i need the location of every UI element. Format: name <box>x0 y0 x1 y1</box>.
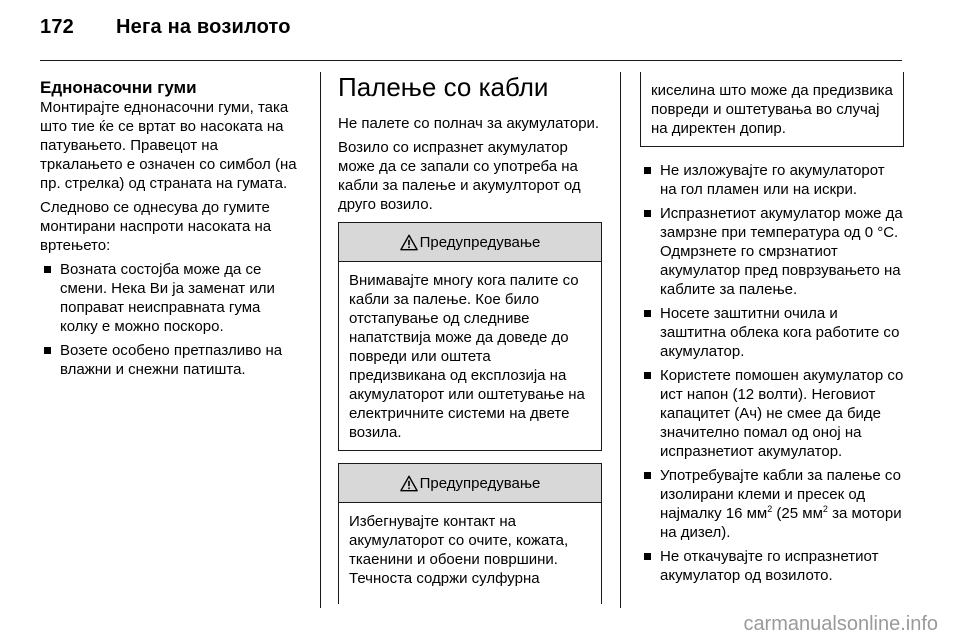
superscript: 2 <box>822 504 828 514</box>
bullet-list <box>40 260 302 379</box>
warning-box <box>338 463 602 604</box>
list-item-text: за мотори на дизел). <box>660 505 902 541</box>
list-item-text: Употребувајте кабли за палење со изолирани клеми и пресек од најмалку 16 мм <box>660 467 901 522</box>
watermark: carmanualsonline.info <box>743 613 938 635</box>
warning-label: Предупредување <box>419 474 541 492</box>
warning-header <box>339 223 601 262</box>
list-item: Испразнетиот акумулатор може да замрзне при температура од 0 °C. Одмрзнете го смрзнатиот акумулатор пред поврзувањето на каблите за палење. <box>640 204 904 299</box>
warning-triangle-icon <box>400 234 418 251</box>
page-header <box>40 16 291 39</box>
section-heading-directional-tyres: Еднонасочни гуми <box>40 78 197 97</box>
paragraph: Возило со испразнет акумулатор може да се запали со употреба на кабли за палење и акумулторот од друго возило. <box>338 139 581 213</box>
list-item-text: (25 мм <box>772 505 823 522</box>
column-jump-starting <box>338 72 602 616</box>
paragraph: Монтирајте еднонасочни гуми, така што тие ќе се вртат во насоката на патувањето. Правецот на тркалањето е означен со симбол (на пр. стрелка) од страната на гумата. <box>40 99 297 192</box>
warning-box <box>338 222 602 451</box>
page-number: 172 <box>40 16 74 38</box>
list-item: Користете помошен акумулатор со ист напон (12 волти). Неговиот капацитет (Ач) не смее да биде значително помал од оној на испразнетиот акумулатор. <box>640 366 904 461</box>
warning-box-continued <box>640 72 904 147</box>
warning-text: киселина што може да предизвика повреди и оштетувања во случај на директен допир. <box>651 82 893 137</box>
column-jump-starting-continued <box>640 72 904 590</box>
warning-text: Избегнувајте контакт на акумулаторот со очите, кожата, ткаенини и обоени површини. Течноста содржи сулфурна <box>349 513 569 587</box>
list-item: Возната состојба може да се смени. Нека Ви ја заменат или поправат неисправната гума колку е можно поскоро. <box>40 260 302 336</box>
section-title-jump-starting: Палење со кабли <box>338 72 549 102</box>
warning-triangle-icon <box>400 475 418 492</box>
warning-text: Внимавајте многу кога палите со кабли за палење. Кое било отстапување од следниве напатствија може да доведе до повреди или оштета предизвикана од експлозија на акумулаторот или оштетување на електричните системи на двете возила. <box>349 272 585 441</box>
column-divider-right <box>620 72 621 608</box>
list-item <box>640 466 904 542</box>
column-divider-left <box>320 72 321 608</box>
list-item: Возете особено претпазливо на влажни и снежни патишта. <box>40 341 302 379</box>
header-divider <box>40 60 902 61</box>
list-item: Не откачувајте го испразнетиот акумулатор од возилото. <box>640 547 904 585</box>
superscript: 2 <box>767 504 773 514</box>
list-item: Носете заштитни очила и заштитна облека кога работите со акумулатор. <box>640 304 904 361</box>
list-item: Не изложувајте го акумулаторот на гол пламен или на искри. <box>640 161 904 199</box>
page-title: Нега на возилото <box>116 16 291 38</box>
warning-label: Предупредување <box>419 233 541 251</box>
warning-header <box>339 464 601 503</box>
bullet-list <box>640 161 904 585</box>
paragraph: Не палете со полнач за акумулатори. <box>338 115 600 132</box>
paragraph: Следново се однесува до гумите монтирани наспроти насоката на вртењето: <box>40 199 272 254</box>
column-directional-tyres <box>40 78 302 384</box>
